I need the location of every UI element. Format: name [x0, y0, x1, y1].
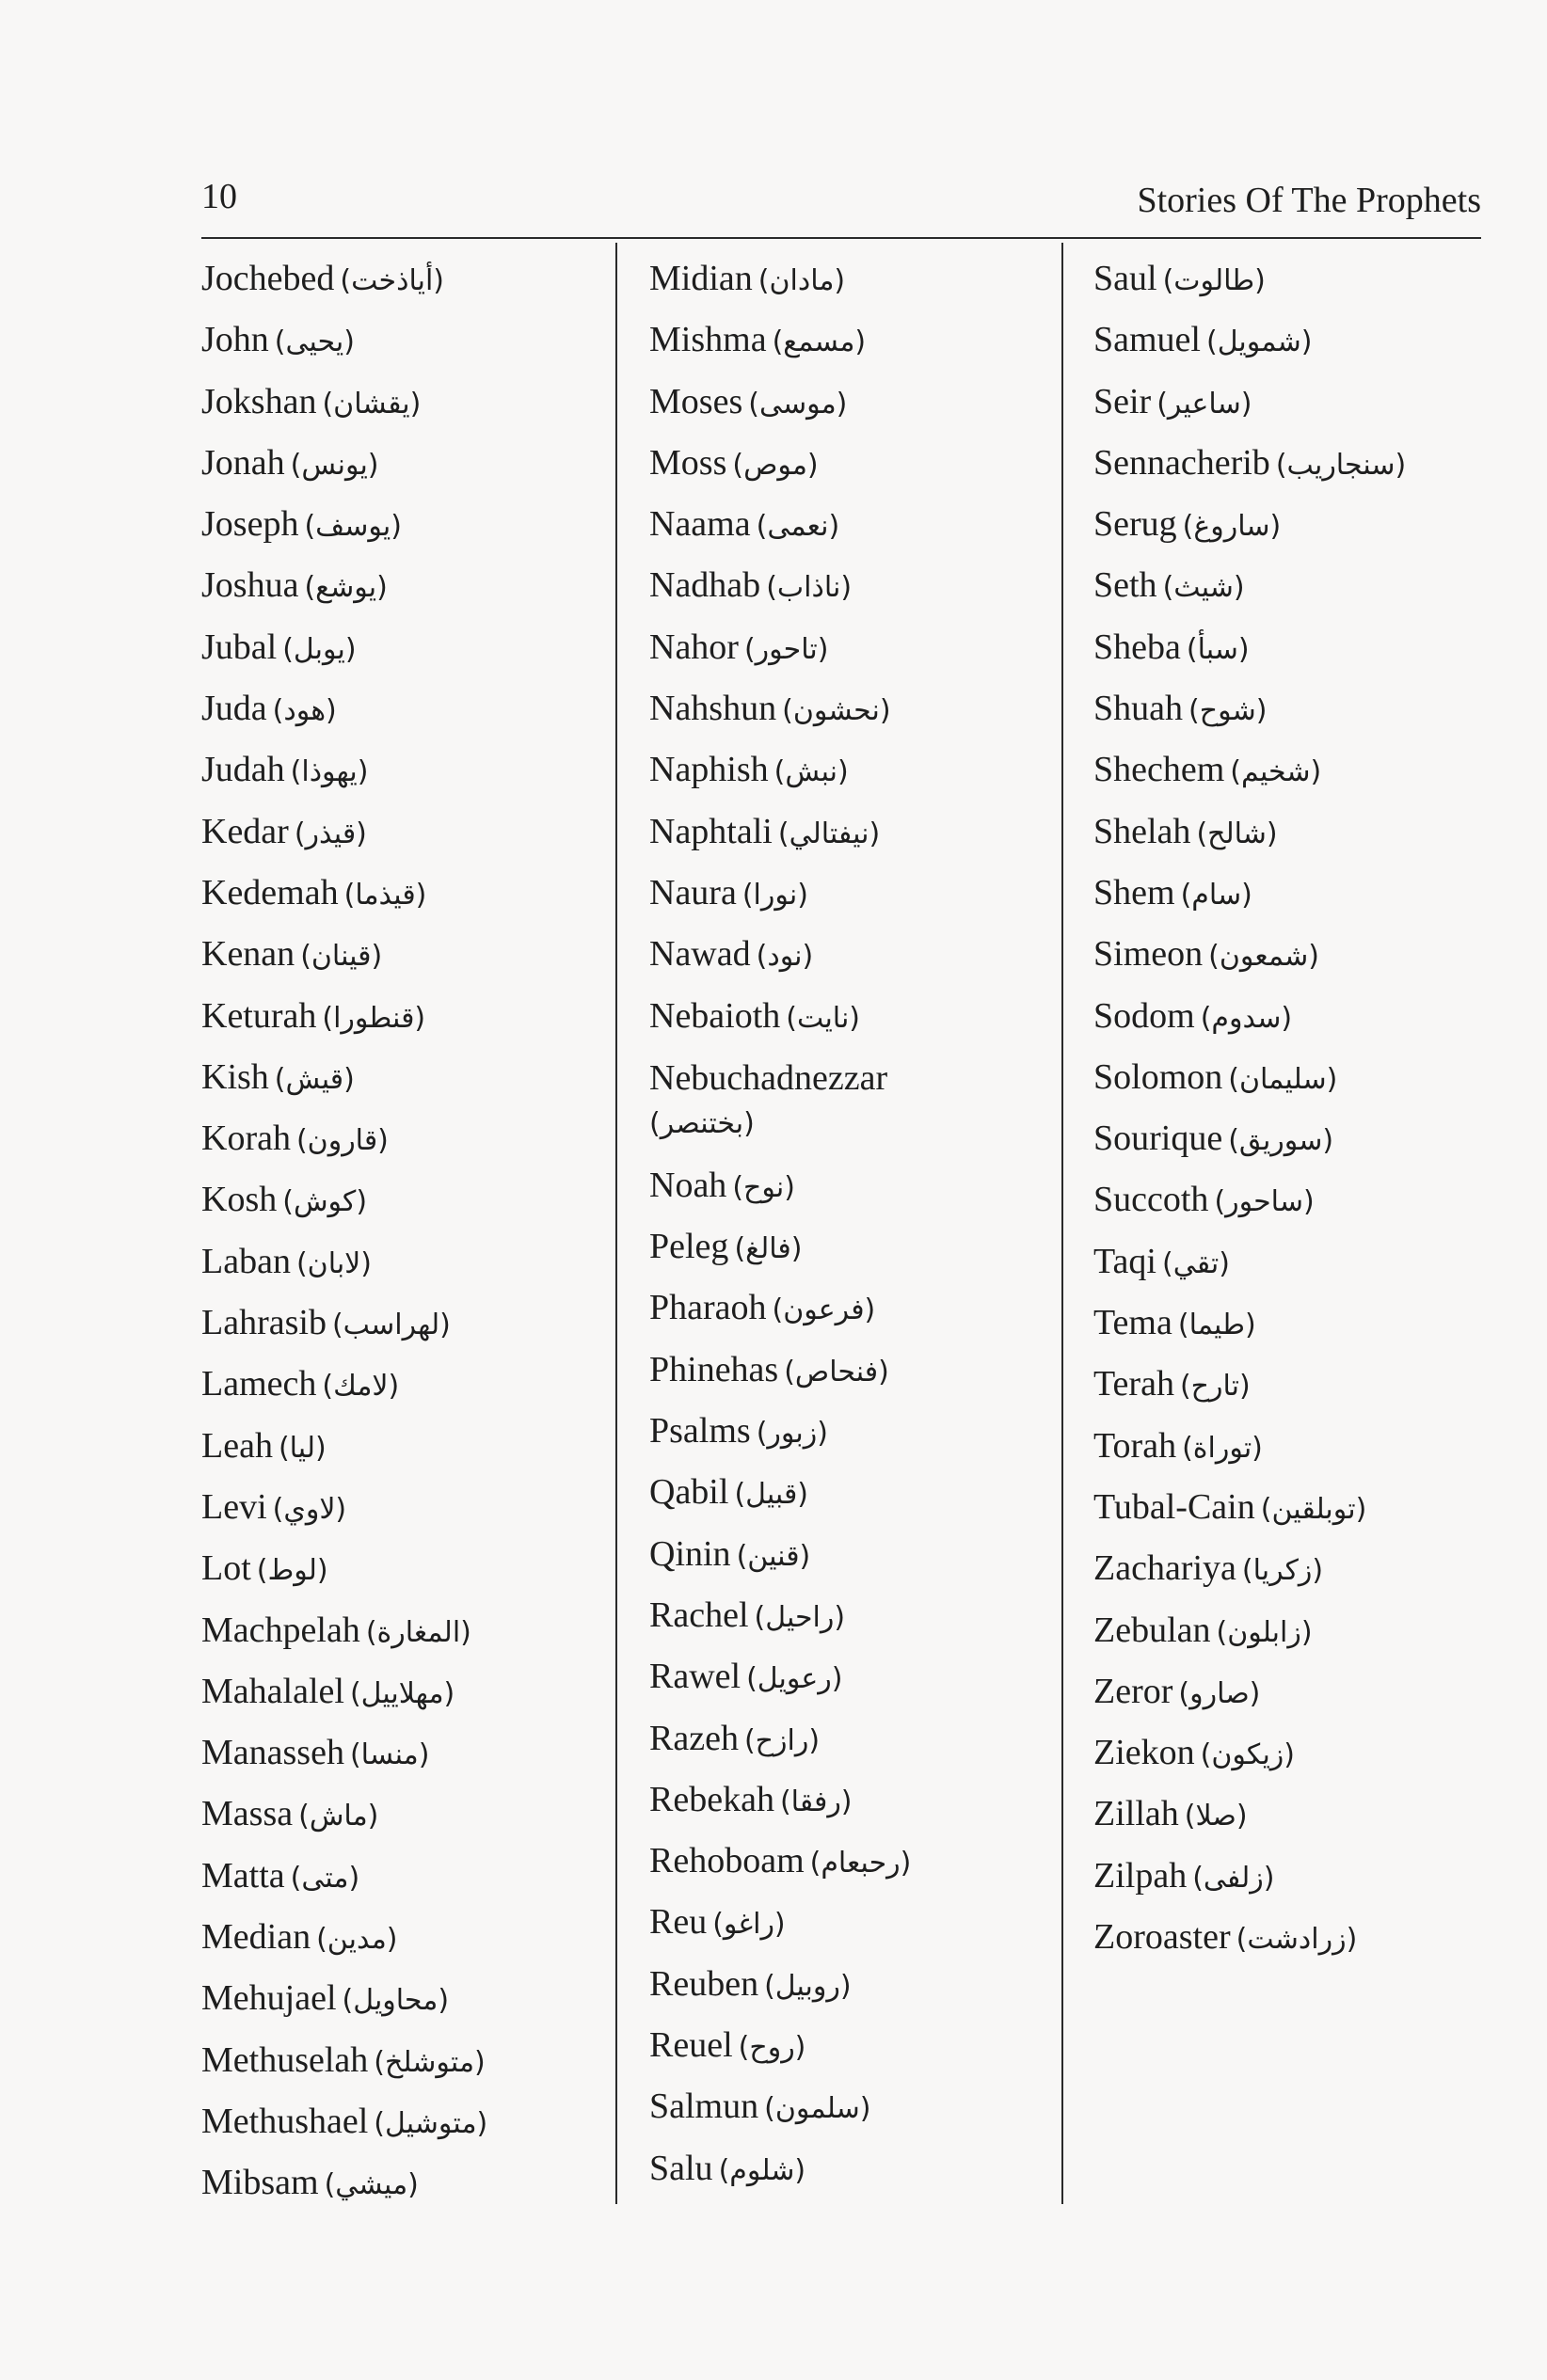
entry-name: Sodom [1093, 995, 1195, 1036]
glossary-entry [649, 433, 1016, 494]
glossary-entry [1093, 1231, 1406, 1293]
glossary-entry [1093, 739, 1406, 801]
glossary-entry [649, 1277, 1016, 1339]
entry-arabic: (زبور) [756, 1417, 828, 1451]
entry-arabic: (موص) [732, 448, 819, 482]
glossary-entry [201, 1231, 487, 1293]
entry-name: Rebekah [649, 1779, 774, 1819]
entry-arabic: (لهراسب) [331, 1309, 451, 1342]
entry-name: Korah [201, 1119, 291, 1159]
entry-arabic: (نورا) [742, 878, 808, 912]
entry-name: Rawel [649, 1657, 742, 1697]
entry-name: Jochebed [201, 259, 335, 298]
glossary-entry [201, 801, 487, 863]
entry-arabic: (راغو) [712, 1908, 786, 1942]
entry-arabic: (ناذاب) [766, 571, 853, 605]
glossary-entry [201, 433, 487, 494]
entry-arabic: (قارون) [295, 1124, 389, 1158]
entry-name: Shem [1093, 872, 1175, 912]
entry-arabic: (سنجاريب) [1275, 448, 1407, 482]
entry-arabic: (قينان) [300, 940, 383, 974]
entry-arabic: (متى) [290, 1861, 360, 1895]
entry-arabic: (قيذما) [343, 878, 427, 912]
glossary-entry [1093, 309, 1406, 371]
entry-arabic: (قنطورا) [322, 1001, 426, 1035]
entry-name: Methuselah [201, 2039, 369, 2080]
glossary-entry [649, 617, 1016, 678]
entry-name: Kedar [201, 811, 289, 851]
entry-arabic: (قبيل) [734, 1478, 809, 1512]
entry-arabic: (يوسف) [304, 510, 402, 544]
entry-arabic: (هود) [272, 694, 337, 728]
glossary-entry [649, 2015, 1016, 2076]
entry-arabic: (طيما) [1177, 1309, 1256, 1342]
page-number: 10 [201, 177, 237, 216]
entry-arabic: (كوش) [282, 1185, 368, 1219]
glossary-entry [649, 494, 1016, 555]
entry-name: Lot [201, 1548, 251, 1589]
glossary-column-2 [649, 248, 1016, 2199]
entry-name: Qinin [649, 1533, 731, 1574]
glossary-entry [1093, 1477, 1406, 1538]
glossary-entry [649, 986, 1016, 1047]
entry-name: Zoroaster [1093, 1917, 1231, 1958]
entry-arabic: (نحشون) [782, 694, 891, 728]
glossary-entry [649, 1216, 1016, 1277]
entry-name: Median [201, 1917, 311, 1958]
glossary-entry [1093, 1538, 1406, 1599]
entry-arabic: (يهوذا) [290, 755, 369, 789]
glossary-entry [649, 1401, 1016, 1462]
entry-arabic: (مادان) [758, 264, 846, 297]
entry-name: Nadhab [649, 565, 761, 606]
glossary-entry [201, 2030, 487, 2091]
glossary-entry [1093, 494, 1406, 555]
entry-arabic: (يوبل) [282, 632, 357, 666]
entry-arabic: (مدين) [316, 1923, 398, 1957]
entry-name: Shuah [1093, 689, 1183, 729]
glossary-entry [201, 555, 487, 616]
entry-arabic: (روبيل) [764, 1969, 852, 2003]
entry-name: Zeror [1093, 1671, 1173, 1711]
glossary-entry [201, 2091, 487, 2152]
entry-arabic: (سدوم) [1200, 1001, 1293, 1035]
entry-arabic: (بختنصر) [649, 1106, 755, 1140]
glossary-entry [201, 1354, 487, 1415]
glossary-entry [649, 2138, 1016, 2199]
entry-arabic: (شخيم) [1230, 755, 1322, 789]
entry-name: Keturah [201, 995, 317, 1036]
entry-name: Mibsam [201, 2163, 319, 2203]
entry-name: Phinehas [649, 1349, 779, 1389]
glossary-entry [201, 1784, 487, 1845]
entry-name: Kosh [201, 1180, 278, 1220]
entry-arabic: (زكريا) [1241, 1554, 1324, 1588]
entry-arabic: (فرعون) [772, 1293, 876, 1327]
entry-name: Psalms [649, 1411, 751, 1452]
page-header [201, 171, 1481, 239]
entry-name: Nebuchadnezzar [649, 1057, 888, 1098]
entry-arabic: (راحيل) [754, 1600, 846, 1634]
entry-name: Noah [649, 1165, 727, 1205]
entry-arabic: (زلفى) [1192, 1861, 1275, 1895]
entry-arabic: (شمعون) [1208, 940, 1320, 974]
entry-arabic: (سلمون) [764, 2092, 871, 2126]
entry-arabic: (نوح) [732, 1170, 795, 1204]
entry-name: Leah [201, 1425, 273, 1466]
glossary-entry [1093, 1354, 1406, 1415]
entry-arabic: (رحبعام) [809, 1847, 912, 1880]
glossary-entry [1093, 372, 1406, 433]
entry-arabic: (يحيى) [274, 325, 355, 359]
entry-name: Serug [1093, 504, 1177, 545]
entry-arabic: (فالغ) [734, 1232, 803, 1266]
entry-name: Joshua [201, 565, 299, 606]
entry-name: Mehujael [201, 1978, 337, 2019]
entry-name: Shelah [1093, 811, 1191, 851]
glossary-entry [649, 863, 1016, 924]
entry-arabic: (موسى) [748, 387, 848, 420]
entry-arabic: (أياذخت) [340, 264, 444, 297]
entry-arabic: (قيذر) [294, 817, 367, 850]
entry-name: Samuel [1093, 320, 1201, 360]
entry-name: Terah [1093, 1364, 1174, 1404]
glossary-entry [649, 1831, 1016, 1892]
glossary-entry [649, 1462, 1016, 1523]
glossary-entry [201, 1722, 487, 1784]
entry-name: Salmun [649, 2086, 759, 2127]
entry-name: Saul [1093, 259, 1157, 298]
entry-name: Naura [649, 872, 737, 912]
glossary-entry [649, 924, 1016, 985]
entry-name: Razeh [649, 1718, 739, 1758]
entry-arabic: (تارح) [1179, 1370, 1251, 1404]
entry-arabic: (توبلقين) [1260, 1492, 1367, 1526]
running-title: Stories Of The Prophets [1137, 181, 1481, 220]
glossary-entry [1093, 924, 1406, 985]
entry-name: Nebaioth [649, 995, 781, 1036]
glossary-entry [649, 248, 1016, 309]
entry-name: Jokshan [201, 381, 317, 421]
entry-name: Zilpah [1093, 1855, 1188, 1896]
entry-name: Lahrasib [201, 1303, 327, 1343]
glossary-entry [1093, 1108, 1406, 1169]
entry-name: Naama [649, 504, 751, 545]
entry-arabic: (نعمى) [756, 510, 840, 544]
entry-name: Shechem [1093, 750, 1225, 790]
entry-arabic: (زيكون) [1200, 1738, 1295, 1772]
glossary-entry [649, 1954, 1016, 2015]
glossary-entry [649, 801, 1016, 863]
glossary-entry [201, 1661, 487, 1722]
entry-arabic: (ساحور) [1214, 1185, 1315, 1219]
glossary-entry [201, 1293, 487, 1354]
entry-name: Sennacherib [1093, 442, 1270, 483]
entry-name: Naphish [649, 750, 769, 790]
entry-name: Kedemah [201, 872, 339, 912]
glossary-column-1 [201, 248, 487, 2214]
glossary-entry [649, 1155, 1016, 1216]
entry-name: Rehoboam [649, 1841, 805, 1881]
entry-arabic: (ساروغ) [1182, 510, 1282, 544]
entry-name: Simeon [1093, 934, 1204, 975]
entry-arabic: (شلوم) [718, 2153, 806, 2187]
glossary-entry [649, 2076, 1016, 2137]
glossary-entry [649, 1340, 1016, 1401]
entry-name: Mishma [649, 320, 767, 360]
glossary-entry [649, 555, 1016, 616]
glossary-entry [201, 1477, 487, 1538]
glossary-entry [201, 248, 487, 309]
glossary-entry [201, 617, 487, 678]
entry-name: Rachel [649, 1595, 749, 1635]
entry-arabic: (قيش) [274, 1062, 355, 1096]
entry-name: Mahalalel [201, 1671, 344, 1711]
glossary-entry [201, 309, 487, 371]
entry-arabic: (لامك) [322, 1370, 400, 1404]
entry-name: Sheba [1093, 627, 1181, 667]
entry-name: Jubal [201, 627, 278, 667]
entry-name: Laban [201, 1241, 291, 1281]
entry-arabic: (يونس) [290, 448, 379, 482]
entry-arabic: (لابان) [295, 1246, 372, 1280]
entry-name: Zillah [1093, 1794, 1179, 1834]
entry-arabic: (صارو) [1178, 1676, 1261, 1710]
entry-arabic: (روح) [738, 2031, 806, 2065]
entry-name: Tubal-Cain [1093, 1486, 1255, 1527]
entry-name: Kenan [201, 934, 295, 975]
entry-arabic: (متوشلخ) [374, 2045, 486, 2079]
entry-name: John [201, 320, 269, 360]
entry-arabic: (صلا) [1184, 1800, 1248, 1833]
glossary-entry [201, 1538, 487, 1599]
entry-arabic: (ساعير) [1156, 387, 1252, 420]
entry-name: Ziekon [1093, 1733, 1195, 1773]
entry-name: Moss [649, 442, 727, 483]
entry-name: Nawad [649, 934, 751, 975]
entry-arabic: (تقي) [1161, 1246, 1230, 1280]
entry-arabic: (نايت) [786, 1001, 861, 1035]
entry-name: Kish [201, 1056, 269, 1097]
entry-name: Reuben [649, 1963, 759, 2004]
entry-arabic: (لاوي) [272, 1492, 347, 1526]
glossary-entry [201, 1600, 487, 1661]
glossary-entry [1093, 1169, 1406, 1230]
entry-name: Manasseh [201, 1733, 344, 1773]
glossary-entry [201, 372, 487, 433]
entry-arabic: (ماش) [298, 1800, 379, 1833]
entry-name: Judah [201, 750, 285, 790]
glossary-entry [649, 1047, 1016, 1155]
entry-name: Matta [201, 1855, 285, 1896]
glossary-entry [1093, 1416, 1406, 1477]
glossary-entry [1093, 1846, 1406, 1907]
glossary-entry [1093, 863, 1406, 924]
entry-name: Taqi [1093, 1241, 1156, 1281]
entry-name: Salu [649, 2148, 713, 2188]
glossary-entry [201, 739, 487, 801]
entry-arabic: (محاويل) [342, 1984, 450, 2018]
glossary-entry [201, 1047, 487, 1108]
glossary-entry [649, 1708, 1016, 1769]
entry-arabic: (قنين) [736, 1539, 811, 1573]
glossary-entry [1093, 1907, 1406, 1968]
glossary-entry [649, 309, 1016, 371]
glossary-entry [201, 1846, 487, 1907]
glossary-entry [1093, 801, 1406, 863]
glossary-entry [1093, 1784, 1406, 1845]
glossary-entry [1093, 555, 1406, 616]
glossary-entry [649, 1769, 1016, 1831]
glossary-entry [649, 1585, 1016, 1646]
entry-arabic: (شالح) [1196, 817, 1278, 850]
entry-arabic: (مسمع) [772, 325, 867, 359]
glossary-column-3 [1093, 248, 1406, 1968]
entry-arabic: (رعويل) [746, 1662, 843, 1696]
entry-arabic: (رفقا) [779, 1785, 853, 1818]
entry-arabic: (لوط) [256, 1554, 328, 1588]
entry-arabic: (رازح) [743, 1723, 821, 1757]
glossary-entry [1093, 986, 1406, 1047]
entry-arabic: (توراة) [1182, 1431, 1263, 1465]
entry-arabic: (المغارة) [365, 1615, 471, 1649]
entry-arabic: (سبأ) [1186, 632, 1250, 666]
entry-name: Levi [201, 1486, 267, 1527]
entry-arabic: (طالوت) [1162, 264, 1266, 297]
entry-name: Lamech [201, 1364, 317, 1404]
entry-name: Midian [649, 259, 753, 298]
glossary-entry [649, 739, 1016, 801]
entry-arabic: (شمويل) [1205, 325, 1313, 359]
glossary-entry [649, 1524, 1016, 1585]
entry-arabic: (يقشان) [322, 387, 422, 420]
glossary-entry [1093, 1600, 1406, 1661]
glossary-entry [201, 1907, 487, 1968]
glossary-entry [201, 986, 487, 1047]
glossary-entry [201, 1416, 487, 1477]
glossary-entry [201, 678, 487, 739]
entry-name: Jonah [201, 442, 285, 483]
entry-name: Solomon [1093, 1056, 1223, 1097]
entry-arabic: (ليا) [278, 1431, 327, 1465]
entry-name: Zachariya [1093, 1548, 1236, 1589]
entry-arabic: (متوشيل) [374, 2106, 488, 2140]
entry-arabic: (سليمان) [1228, 1062, 1338, 1096]
entry-arabic: (يوشع) [304, 571, 388, 605]
entry-arabic: (فنحاص) [784, 1355, 889, 1388]
entry-arabic: (تاحور) [743, 632, 829, 666]
entry-name: Joseph [201, 504, 299, 545]
glossary-entry [1093, 1661, 1406, 1722]
entry-name: Seir [1093, 381, 1152, 421]
entry-name: Nahshun [649, 689, 777, 729]
glossary-entry [201, 1169, 487, 1230]
glossary-entry [1093, 1722, 1406, 1784]
entry-arabic: (شيث) [1162, 571, 1245, 605]
entry-name: Machpelah [201, 1610, 360, 1650]
entry-arabic: (مهلاييل) [349, 1676, 455, 1710]
entry-name: Reu [649, 1902, 708, 1943]
entry-name: Sourique [1093, 1119, 1223, 1159]
glossary-entry [201, 863, 487, 924]
entry-name: Naphtali [649, 811, 773, 851]
glossary-entry [1093, 248, 1406, 309]
glossary-entry [1093, 678, 1406, 739]
entry-arabic: (نبش) [774, 755, 849, 789]
entry-name: Methushael [201, 2101, 369, 2141]
entry-name: Peleg [649, 1227, 729, 1267]
entry-name: Moses [649, 381, 743, 421]
entry-arabic: (سوريق) [1228, 1124, 1334, 1158]
entry-arabic: (منسا) [349, 1738, 430, 1772]
glossary-entry [201, 1108, 487, 1169]
entry-arabic: (زرادشت) [1236, 1923, 1358, 1957]
entry-arabic: (سام) [1180, 878, 1252, 912]
glossary-entry [1093, 617, 1406, 678]
entry-name: Qabil [649, 1472, 729, 1513]
entry-name: Tema [1093, 1303, 1172, 1343]
glossary-entry [1093, 1293, 1406, 1354]
glossary-entry [201, 924, 487, 985]
entry-name: Juda [201, 689, 267, 729]
entry-name: Nahor [649, 627, 739, 667]
entry-name: Zebulan [1093, 1610, 1211, 1650]
entry-name: Pharaoh [649, 1288, 767, 1328]
entry-name: Succoth [1093, 1180, 1209, 1220]
entry-arabic: (زابلون) [1216, 1615, 1313, 1649]
glossary-entry [1093, 1047, 1406, 1108]
glossary-entry [1093, 433, 1406, 494]
entry-arabic: (نيفتالي) [777, 817, 881, 850]
entry-arabic: (نود) [756, 940, 814, 974]
glossary-entry [649, 1892, 1016, 1953]
entry-name: Torah [1093, 1425, 1177, 1466]
glossary-entry [649, 372, 1016, 433]
column-divider [1061, 243, 1063, 2204]
entry-name: Massa [201, 1794, 294, 1834]
entry-arabic: (شوح) [1188, 694, 1268, 728]
glossary-entry [649, 1646, 1016, 1707]
glossary-entry [649, 678, 1016, 739]
glossary-entry [201, 2152, 487, 2213]
glossary-entry [201, 1968, 487, 2029]
entry-name: Seth [1093, 565, 1157, 606]
glossary-entry [201, 494, 487, 555]
entry-arabic: (ميشي) [324, 2168, 419, 2202]
column-divider [615, 243, 617, 2204]
entry-name: Reuel [649, 2025, 733, 2066]
